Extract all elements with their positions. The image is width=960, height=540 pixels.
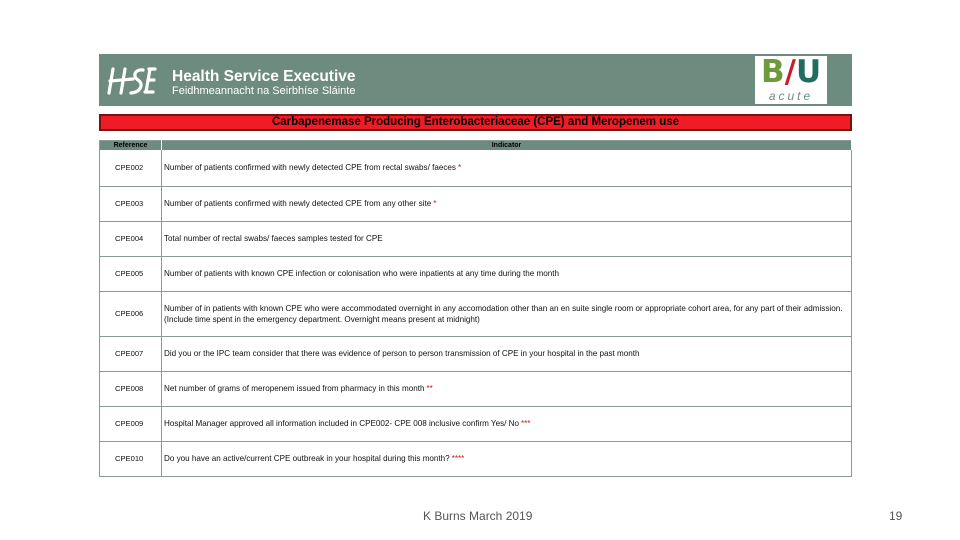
bu-logo-text: acute [768, 89, 814, 103]
footer-author-date: K Burns March 2019 [423, 509, 533, 523]
footnote-marker: *** [520, 419, 531, 428]
bu-logo-icon: B/U [761, 54, 822, 90]
page-title: Carbapenemase Producing Enterobacteriaceae (CPE) and Meropenem use [99, 114, 852, 131]
table-row [100, 371, 852, 406]
table-header-row [100, 141, 852, 151]
indicator-cell [162, 441, 852, 476]
org-name: Health Service Executive [172, 68, 356, 85]
indicator-cell [162, 150, 852, 186]
hse-header-banner [99, 54, 852, 106]
table-row [100, 406, 852, 441]
indicator-cell [162, 336, 852, 371]
table-row [100, 256, 852, 291]
table-row [100, 221, 852, 256]
indicator-text: Net number of grams of meropenem issued from pharmacy in this month [164, 384, 425, 393]
hse-logo-icon [105, 63, 161, 99]
table-row [100, 186, 852, 221]
footnote-marker: * [457, 163, 462, 173]
indicator-cell [162, 221, 852, 256]
indicator-text: Total number of rectal swabs/ faeces samples tested for CPE [164, 234, 383, 243]
indicator-text: Do you have an active/current CPE outbreak in your hospital during this month? [164, 454, 450, 463]
reference-cell: CPE006 [100, 291, 162, 336]
footnote-marker: **** [451, 454, 465, 463]
reference-cell: CPE005 [100, 256, 162, 291]
indicator-text: Did you or the IPC team consider that there was evidence of person to person transmission of CPE in your hospital in the past month [164, 349, 640, 358]
page-number: 19 [889, 509, 903, 523]
footnote-marker: ** [426, 384, 433, 393]
reference-cell: CPE003 [100, 186, 162, 221]
reference-cell: CPE004 [100, 221, 162, 256]
indicator-table [99, 140, 852, 477]
table-row [100, 336, 852, 371]
column-header-indicator: Indicator [162, 141, 852, 151]
reference-cell: CPE008 [100, 371, 162, 406]
org-subtitle: Feidhmeannacht na Seirbhíse Sláinte [172, 85, 356, 97]
reference-cell: CPE007 [100, 336, 162, 371]
table-row [100, 441, 852, 476]
reference-cell: CPE009 [100, 406, 162, 441]
reference-cell: CPE010 [100, 441, 162, 476]
indicator-cell [162, 291, 852, 336]
footnote-marker: * [433, 199, 437, 208]
indicator-text: Number of in patients with known CPE who were accommodated overnight in any accomodation other than an en suite single room or appropriate cohort area, for any part of their admission. (Include time spent in the emergency department. Overnight means present at midnight) [164, 303, 843, 324]
indicator-cell [162, 406, 852, 441]
indicator-cell [162, 186, 852, 221]
indicator-text: Number of patients confirmed with newly detected CPE from any other site [164, 199, 432, 208]
indicator-text: Number of patients confirmed with newly detected CPE from rectal swabs/ faeces [164, 163, 456, 173]
reference-cell: CPE002 [100, 150, 162, 186]
indicator-text: Number of patients with known CPE infection or colonisation who were inpatients at any time during the month [164, 269, 560, 278]
indicator-cell [162, 371, 852, 406]
table-row [100, 291, 852, 336]
bu-acute-logo [755, 56, 827, 104]
table-row [100, 150, 852, 186]
indicator-text: Hospital Manager approved all information included in CPE002- CPE 008 inclusive confirm Yes/ No [164, 419, 519, 428]
column-header-reference: Reference [100, 141, 162, 151]
indicator-cell [162, 256, 852, 291]
